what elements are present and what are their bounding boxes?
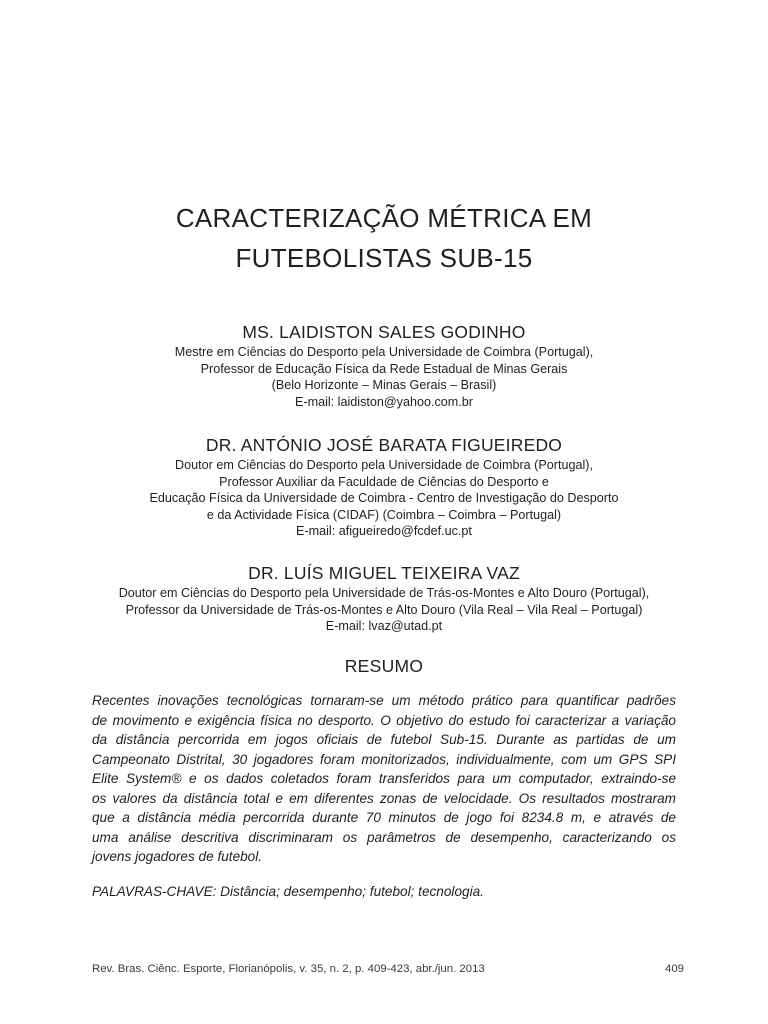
affiliation-line: (Belo Horizonte – Minas Gerais – Brasil): [271, 378, 497, 392]
author-block-3: [0, 562, 768, 635]
affiliation-line: e da Actividade Física (CIDAF) (Coimbra – Coimbra – Portugal): [206, 507, 562, 522]
abstract-line: da distância percorrida em jogos oficiais de futebol Sub-15. Durante as partidas de um: [92, 732, 676, 747]
author-name: DR. ANTÓNIO JOSÉ BARATA FIGUEIREDO: [205, 435, 563, 455]
affiliation-line: Professor Auxiliar da Faculdade de Ciências do Desporto e: [219, 474, 549, 489]
author-block-1: [0, 321, 768, 410]
abstract-heading: RESUMO: [344, 656, 424, 676]
article-title: [0, 198, 768, 278]
affiliation-line: Educação Física da Universidade de Coimbra - Centro de Investigação do Desporto: [149, 491, 619, 505]
affiliation-line: Professor de Educação Física da Rede Estadual de Minas Gerais: [200, 361, 568, 376]
keywords: PALAVRAS-CHAVE: Distância; desempenho; futebol; tecnologia.: [92, 884, 484, 899]
article-title-line-2: FUTEBOLISTAS SUB-15: [235, 243, 533, 273]
author-email: E-mail: afigueiredo@fcdef.uc.pt: [296, 524, 472, 538]
journal-citation: Rev. Bras. Ciênc. Esporte, Florianópolis, v. 35, n. 2, p. 409-423, abr./jun. 2013: [92, 963, 485, 975]
abstract-line: jovens jogadores de futebol.: [92, 849, 263, 864]
abstract-line: que a distância média percorrida durante 70 minutos de jogo foi 8234.8 m, e através de: [92, 810, 676, 825]
abstract-line: de movimento e exigência física no desporto. O objetivo do estudo foi caracterizar a variação: [92, 712, 676, 728]
abstract-line: Campeonato Distrital, 30 jogadores foram monitorizados, individualmente, com um GPS SPI: [92, 751, 676, 767]
affiliation-line: Doutor em Ciências do Desporto pela Universidade de Trás-os-Montes e Alto Douro (Portugal),: [118, 586, 650, 600]
author-block-2: [0, 434, 768, 540]
abstract-text: [92, 691, 676, 867]
affiliation-line: Doutor em Ciências do Desporto pela Universidade de Coimbra (Portugal),: [175, 458, 593, 472]
affiliation-line: Professor da Universidade de Trás-os-Montes e Alto Douro (Vila Real – Vila Real – Portugal): [125, 602, 643, 617]
article-title-line-1: CARACTERIZAÇÃO MÉTRICA EM: [175, 203, 593, 233]
abstract-line: os valores da distância total e em diferentes zonas de velocidade. Os resultados mostraram: [92, 790, 676, 806]
author-email: E-mail: lvaz@utad.pt: [325, 619, 443, 633]
abstract-line: Elite System® e os dados coletados foram transferidos para um computador, extraindo-se: [92, 771, 676, 786]
author-name: MS. LAIDISTON SALES GODINHO: [242, 322, 526, 342]
author-name: DR. LUÍS MIGUEL TEIXEIRA VAZ: [248, 563, 520, 583]
author-email: E-mail: laidiston@yahoo.com.br: [295, 394, 473, 409]
page-number: 409: [664, 963, 684, 975]
abstract-line: Recentes inovações tecnológicas tornaram-se um método prático para quantificar padrões: [92, 693, 676, 708]
affiliation-line: Mestre em Ciências do Desporto pela Universidade de Coimbra (Portugal),: [174, 345, 594, 359]
abstract-line: uma análise descritiva discriminaram os parâmetros de desempenho, caracterizando os: [92, 829, 676, 845]
